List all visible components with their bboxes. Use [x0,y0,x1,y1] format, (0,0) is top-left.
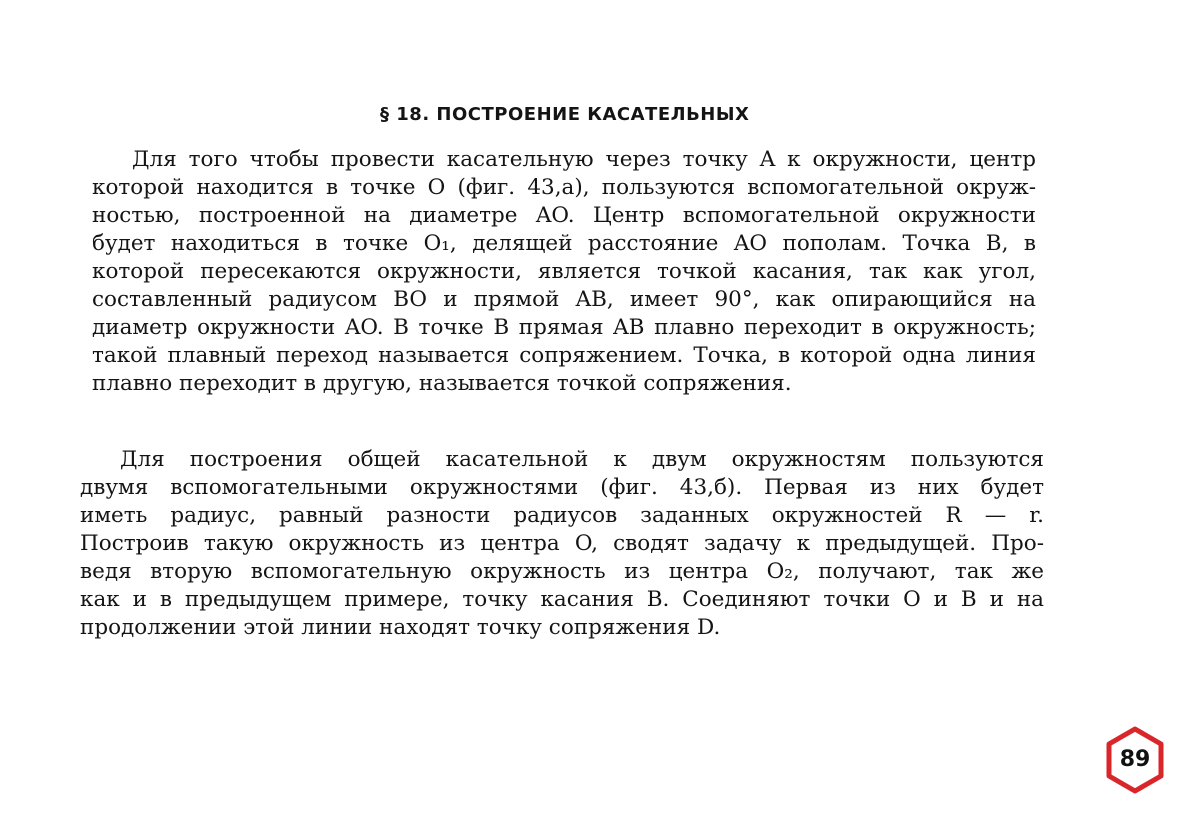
text-line: Построив такую окружность из центра O, сводят задачу к предыдущей. Про- [80,531,1044,556]
section-heading: § 18. ПОСТРОЕНИЕ КАСАТЕЛЬНЫХ [380,104,750,125]
text-line: иметь радиус, равный разности радиусов заданных окружностей R — r. [80,503,1044,528]
text-line: которой находится в точке O (фиг. 43,а), пользуются вспомогательной окруж- [92,175,1036,200]
text-line: как и в предыдущем примере, точку касания B. Соединяют точки O и B и на [80,587,1044,612]
text-line: ведя вторую вспомогательную окружность из центра O₂, получают, так же [80,559,1044,584]
text-line: Для того чтобы провести касательную через точку A к окружности, центр [132,147,1036,172]
paragraph-tangent-construction [92,146,1036,398]
page-number: 89 [1119,747,1151,772]
text-line: Для построения общей касательной к двум окружностям пользуются [120,447,1044,472]
text-line: продолжении этой линии находят точку сопряжения D. [80,615,721,640]
page-number-badge [1104,725,1166,795]
text-line: диаметр окружности AO. В точке B прямая AB плавно переходит в окружность; [92,315,1036,340]
text-line: которой пересекаются окружности, является точкой касания, так как угол, [92,259,1036,284]
text-line: будет находиться в точке O₁, делящей расстояние AO пополам. Точка B, в [92,231,1036,256]
paragraph-common-tangent [80,446,1044,642]
text-line: составленный радиусом BO и прямой AB, имеет 90°, как опирающийся на [92,287,1036,312]
text-line: двумя вспомогательными окружностями (фиг. 43,б). Первая из них будет [80,475,1044,500]
text-line: такой плавный переход называется сопряжением. Точка, в которой одна линия [92,343,1036,368]
text-line: плавно переходит в другую, называется точкой сопряжения. [92,371,792,396]
text-line: ностью, построенной на диаметре AO. Центр вспомогательной окружности [92,203,1036,228]
